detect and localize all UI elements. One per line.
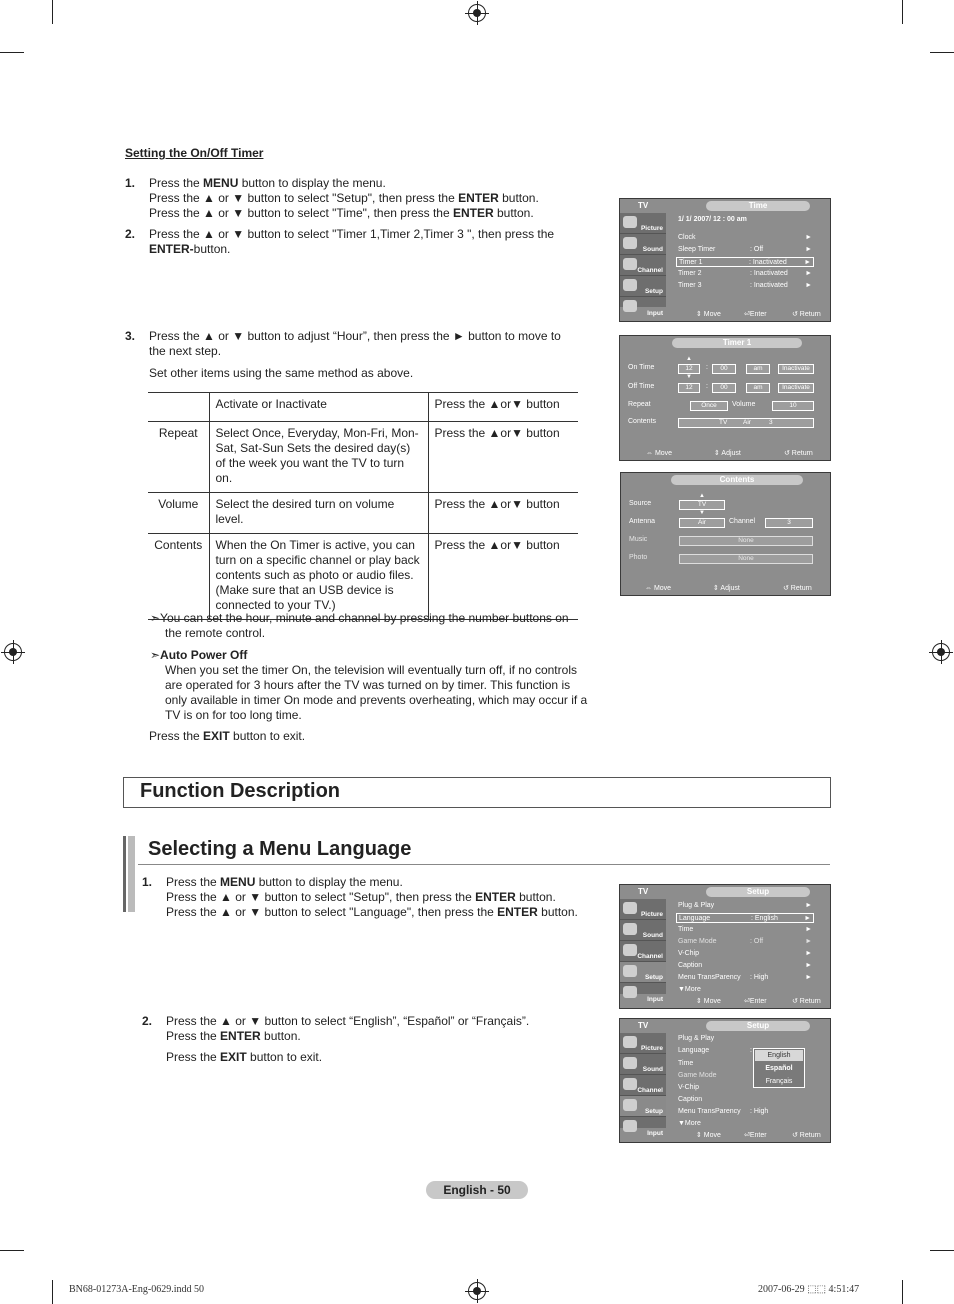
osd-row-selected: Language : English ► <box>676 913 814 923</box>
registration-mark-icon <box>468 1282 486 1300</box>
osd-side-setup: Setup <box>620 962 666 983</box>
osd-row: V-Chip ► <box>678 950 812 957</box>
osd-row: ▼More <box>678 986 701 993</box>
osd-time-menu: TV Time Picture Sound Channel Setup Input 1/ 1/ 2007/ 12 : 00 am Clock ► Sleep Timer : Off ► Timer 1 : Inactivated ► Timer 2 : Inactivated ► Timer 3 : Inactivated ► ⇕ Move ⏎Enter ↺ Return <box>619 198 831 322</box>
crop-mark <box>902 1280 903 1304</box>
osd-row: Time <box>678 1060 694 1067</box>
step-number: 1. <box>142 875 153 889</box>
osd-footer: ⇕ Move ⏎Enter ↺ Return <box>696 1132 821 1139</box>
timer-step3-text: Press the ▲ or ▼ button to adjust “Hour”, then press the ► button to move to the next step. Set other items using the same method as above. <box>149 329 561 380</box>
picture-icon <box>623 1036 637 1048</box>
step-number: 2. <box>142 1014 153 1028</box>
channel-icon <box>623 258 637 270</box>
registration-mark-icon <box>932 643 950 661</box>
sound-icon <box>623 923 637 935</box>
osd-side-picture: Picture <box>620 213 666 234</box>
language-option-english: English <box>755 1050 803 1061</box>
crop-mark <box>52 0 53 24</box>
crop-mark <box>930 1250 954 1251</box>
osd-date: 1/ 1/ 2007/ 12 : 00 am <box>678 216 747 223</box>
osd-header: Timer 1 <box>672 338 802 348</box>
osd-row-selected: Timer 1 : Inactivated ► <box>676 257 814 267</box>
osd-row: Language : <box>678 1047 752 1054</box>
note-number-buttons: ➣You can set the hour, minute and channel by pressing the number buttons on the remote control. <box>150 611 569 640</box>
osd-sidebar <box>620 213 666 317</box>
osd-row: Plug & Play <box>678 1035 715 1042</box>
osd-header: Setup <box>706 1021 810 1031</box>
crop-mark <box>930 52 954 53</box>
setup-icon <box>623 965 637 977</box>
page-number-badge: English - 50 <box>426 1181 528 1199</box>
crop-mark <box>0 1250 24 1251</box>
language-option-francais: Français <box>765 1078 793 1085</box>
table-row: Activate or Inactivate Press the ▲or▼ button <box>148 393 578 422</box>
osd-side-sound: Sound <box>620 920 666 941</box>
heading-bar <box>128 836 135 912</box>
osd-side-picture: Picture <box>620 899 666 920</box>
osd-side-setup: Setup <box>620 276 666 297</box>
osd-footer: ⇕ Move ⏎Enter ↺ Return <box>696 998 821 1005</box>
osd-footer: ⇕ Move ⏎Enter ↺ Return <box>696 311 821 318</box>
osd-row: Timer 2 : Inactivated ► <box>678 270 812 277</box>
osd-row: Timer 3 : Inactivated ► <box>678 282 812 289</box>
osd-row: Caption <box>678 1096 703 1103</box>
table-row: Volume Select the desired turn on volume level. Press the ▲or▼ button <box>148 493 578 534</box>
table-row: Repeat Select Once, Everyday, Mon-Fri, Mon-Sat, Sat-Sun Sets the desired day(s) of the week you want the TV to turn on. Press the ▲or▼ button <box>148 422 578 493</box>
osd-row: V-Chip <box>678 1084 700 1091</box>
step-number: 2. <box>125 227 136 241</box>
step-number: 3. <box>125 329 136 343</box>
osd-footer: ⇔ Move ⇕ Adjust ↺ Return <box>645 585 812 592</box>
picture-icon <box>623 902 637 914</box>
heading-bar <box>123 836 126 912</box>
channel-icon <box>623 1078 637 1090</box>
osd-row: Menu TransParency : High <box>678 1108 769 1115</box>
osd-timer1-menu: Timer 1 On Time 12 : 00 am Inactivate ▲ ▼ Off Time 12 : 00 am Inactivate Repeat Once Volume 10 Contents TV Air 3 ⇔ Move ⇕ Adjust ↺ Return <box>619 335 831 461</box>
language-step2-text: Press the ▲ or ▼ button to select “English”, “Español” or “Français”. Press the ENTER button. Press the EXIT button to exit. <box>166 1014 530 1064</box>
osd-contents-menu: Contents Source ▲ TV ▼ Antenna Air Channel 3 Music None Photo None ⇔ Move ⇕ Adjust ↺ Return <box>620 472 831 596</box>
step-number: 1. <box>125 176 136 190</box>
osd-row: Time ► <box>678 926 812 933</box>
osd-row: Game Mode <box>678 1072 717 1079</box>
osd-side-channel: Channel <box>620 255 666 276</box>
timer-exit-text: Press the EXIT button to exit. <box>149 729 306 743</box>
osd-side-sound: Sound <box>620 1054 666 1075</box>
language-option-espanol: Español <box>765 1065 793 1072</box>
channel-icon <box>623 944 637 956</box>
crop-mark <box>52 1280 53 1304</box>
heading-function-description: Function Description <box>140 780 340 802</box>
osd-setup-menu: TV Setup Picture Sound Channel Setup Input Plug & Play ► Language : English ► Time ► Game Mode : Off ► V-Chip ► Caption ► Menu TransParency : High ► ▼More ⇕ Move ⏎Enter ↺ Return <box>619 884 831 1009</box>
picture-icon <box>623 216 637 228</box>
heading-menu-language: Selecting a Menu Language <box>148 838 412 860</box>
crop-mark <box>902 0 903 24</box>
osd-sidebar <box>620 1033 666 1137</box>
crop-mark <box>0 52 24 53</box>
osd-setup-language-menu: TV Setup Picture Sound Channel Setup Input Plug & Play Language : Time Game Mode V-Chip Caption Menu TransParency : High ▼More English Español Français ⇕ Move ⏎Enter ↺ Return <box>619 1018 831 1143</box>
osd-sidebar <box>620 899 666 1003</box>
osd-row: Menu TransParency : High ► <box>678 974 812 981</box>
section-title-timer: Setting the On/Off Timer <box>125 146 264 160</box>
file-name: BN68-01273A-Eng-0629.indd 50 <box>69 1284 204 1295</box>
osd-side-input: Input <box>620 297 666 318</box>
setup-icon <box>623 279 637 291</box>
osd-header: Contents <box>671 475 803 485</box>
sound-icon <box>623 237 637 249</box>
registration-mark-icon <box>4 643 22 661</box>
osd-contents-box: TV Air 3 <box>678 418 814 428</box>
osd-side-channel: Channel <box>620 1075 666 1096</box>
osd-row: Clock ► <box>678 234 812 241</box>
osd-row: Game Mode : Off ► <box>678 938 812 945</box>
osd-side-input: Input <box>620 1117 666 1138</box>
note-auto-power-off: ➣Auto Power Off When you set the timer On, the television will eventually turn off, if no controls are operated for 3 hours after the TV was turned on by timer. This function is only available in timer On mode and prevents overheating, which may occur if a TV is on for too long time. <box>150 648 588 722</box>
print-date: 2007-06-29 ⬚⬚ 4:51:47 <box>758 1284 860 1295</box>
timer-step1-text: Press the MENU button to display the menu. Press the ▲ or ▼ button to select "Setup", then press the ENTER button. Press the ▲ or ▼ button to select "Time", then press the ENTER button. <box>149 176 539 220</box>
table-row: Contents When the On Timer is active, you can turn on a specific channel or play back contents such as photo or audio files. (Make sure that an USB device is connected to your TV.) Press the ▲or▼ button <box>148 534 578 620</box>
osd-footer: ⇔ Move ⇕ Adjust ↺ Return <box>646 450 813 457</box>
language-step1-text: Press the MENU button to display the menu. Press the ▲ or ▼ button to select "Setup", then press the ENTER button. Press the ▲ or ▼ button to select "Language", then press the ENTER button. <box>166 875 578 919</box>
heading-underline <box>138 864 830 865</box>
timer-settings-table <box>148 392 578 620</box>
osd-side-setup: Setup <box>620 1096 666 1117</box>
osd-side-channel: Channel <box>620 941 666 962</box>
language-dropdown <box>753 1048 805 1088</box>
osd-row: Plug & Play ► <box>678 902 812 909</box>
timer-step2-text: Press the ▲ or ▼ button to select "Timer 1,Timer 2,Timer 3 ", then press the ENTER-button. <box>149 227 555 256</box>
osd-side-input: Input <box>620 983 666 1004</box>
osd-header: Time <box>706 201 810 211</box>
setup-icon <box>623 1099 637 1111</box>
osd-row: ▼More <box>678 1120 701 1127</box>
osd-row: Sleep Timer : Off ► <box>678 246 812 253</box>
registration-mark-icon <box>468 4 486 22</box>
osd-row: Caption ► <box>678 962 812 969</box>
osd-side-sound: Sound <box>620 234 666 255</box>
sound-icon <box>623 1057 637 1069</box>
osd-side-picture: Picture <box>620 1033 666 1054</box>
osd-header: Setup <box>706 887 810 897</box>
